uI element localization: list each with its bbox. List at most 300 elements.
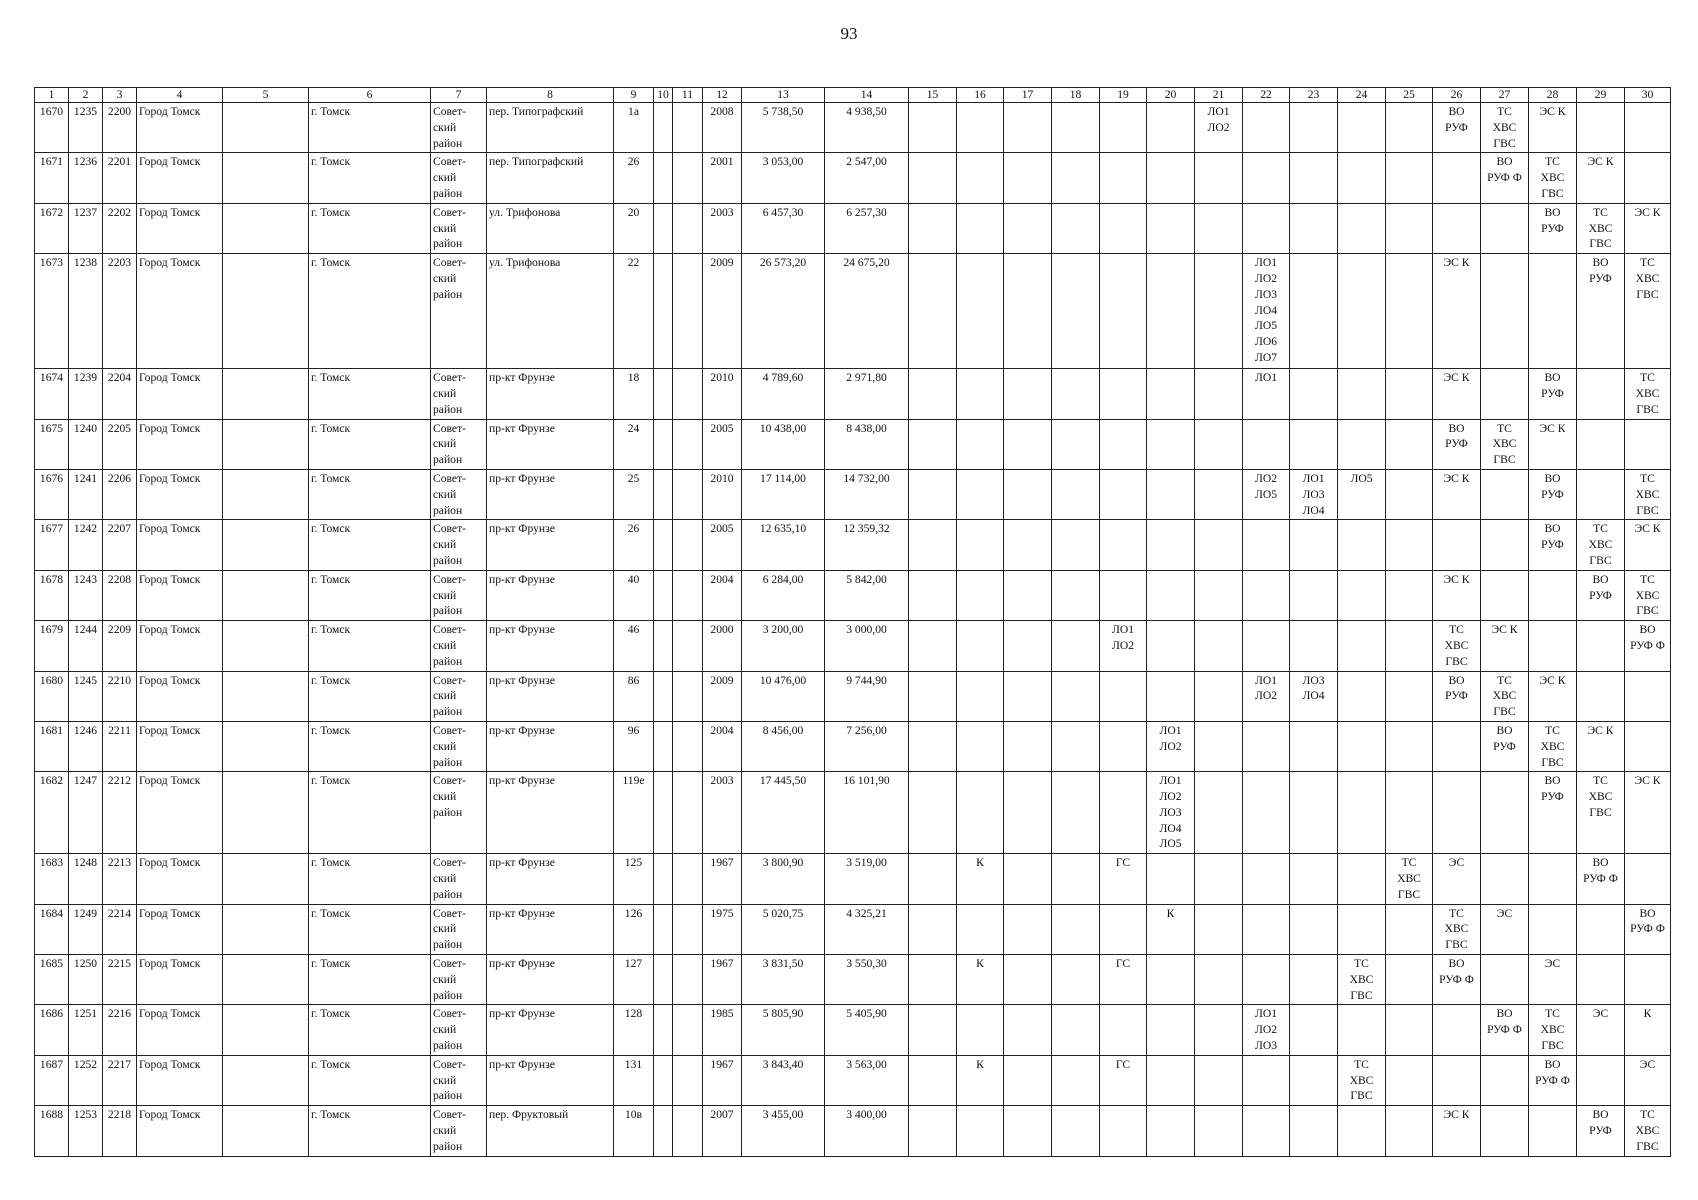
cell-col-13: 17 445,50 xyxy=(742,772,825,854)
cell-col-26: ТС ХВС ГВС xyxy=(1433,904,1481,954)
cell-col-21 xyxy=(1195,254,1243,369)
cell-col-20: ЛО1 ЛО2 xyxy=(1147,721,1195,771)
cell-col-8: пер. Типографский xyxy=(487,153,614,203)
column-header-4: 4 xyxy=(137,88,223,103)
cell-col-30: ТС ХВС ГВС xyxy=(1625,469,1671,519)
cell-col-29 xyxy=(1577,904,1625,954)
cell-col-16 xyxy=(957,671,1004,721)
cell-col-25 xyxy=(1386,419,1433,469)
cell-col-28: ТС ХВС ГВС xyxy=(1529,153,1577,203)
cell-col-30 xyxy=(1625,854,1671,904)
cell-col-7: Совет- ский район xyxy=(431,621,487,671)
cell-col-24 xyxy=(1338,203,1386,253)
cell-col-18 xyxy=(1052,469,1100,519)
cell-col-26: ЭС К xyxy=(1433,570,1481,620)
cell-col-1: 1688 xyxy=(35,1106,69,1156)
cell-col-24 xyxy=(1338,419,1386,469)
cell-col-11 xyxy=(673,621,703,671)
table-row xyxy=(35,955,1671,1005)
cell-col-14: 4 938,50 xyxy=(825,103,909,153)
cell-col-15 xyxy=(909,1005,957,1055)
cell-col-11 xyxy=(673,103,703,153)
cell-col-19 xyxy=(1100,1106,1147,1156)
page-number: 93 xyxy=(840,24,858,43)
cell-col-14: 2 971,80 xyxy=(825,369,909,419)
table-row xyxy=(35,1055,1671,1105)
cell-col-29 xyxy=(1577,419,1625,469)
cell-col-2: 1240 xyxy=(69,419,103,469)
cell-col-30 xyxy=(1625,671,1671,721)
cell-col-26 xyxy=(1433,520,1481,570)
cell-col-10 xyxy=(654,772,673,854)
cell-col-7: Совет- ский район xyxy=(431,153,487,203)
cell-col-27 xyxy=(1481,254,1529,369)
cell-col-3: 2201 xyxy=(103,153,137,203)
housing-registry-table xyxy=(34,87,1671,1157)
column-header-15: 15 xyxy=(909,88,957,103)
cell-col-23 xyxy=(1290,955,1338,1005)
cell-col-18 xyxy=(1052,203,1100,253)
cell-col-5 xyxy=(223,369,309,419)
cell-col-3: 2203 xyxy=(103,254,137,369)
cell-col-28: ВО РУФ xyxy=(1529,469,1577,519)
cell-col-11 xyxy=(673,203,703,253)
cell-col-28 xyxy=(1529,1106,1577,1156)
cell-col-30: ВО РУФ Ф xyxy=(1625,621,1671,671)
cell-col-10 xyxy=(654,721,673,771)
cell-col-21 xyxy=(1195,520,1243,570)
cell-col-5 xyxy=(223,955,309,1005)
cell-col-1: 1672 xyxy=(35,203,69,253)
cell-col-9: 96 xyxy=(614,721,654,771)
cell-col-29: ВО РУФ xyxy=(1577,254,1625,369)
cell-col-27 xyxy=(1481,772,1529,854)
cell-col-11 xyxy=(673,520,703,570)
cell-col-1: 1680 xyxy=(35,671,69,721)
cell-col-25 xyxy=(1386,520,1433,570)
column-header-18: 18 xyxy=(1052,88,1100,103)
cell-col-20 xyxy=(1147,103,1195,153)
cell-col-26: ЭС К xyxy=(1433,369,1481,419)
cell-col-27 xyxy=(1481,570,1529,620)
cell-col-29 xyxy=(1577,469,1625,519)
cell-col-8: пр-кт Фрунзе xyxy=(487,671,614,721)
column-header-24: 24 xyxy=(1338,88,1386,103)
cell-col-18 xyxy=(1052,153,1100,203)
cell-col-13: 3 800,90 xyxy=(742,854,825,904)
cell-col-24 xyxy=(1338,621,1386,671)
cell-col-25 xyxy=(1386,254,1433,369)
cell-col-15 xyxy=(909,854,957,904)
cell-col-4: Город Томск xyxy=(137,671,223,721)
cell-col-29 xyxy=(1577,103,1625,153)
cell-col-28 xyxy=(1529,854,1577,904)
cell-col-19 xyxy=(1100,671,1147,721)
cell-col-5 xyxy=(223,721,309,771)
cell-col-7: Совет- ский район xyxy=(431,570,487,620)
column-header-16: 16 xyxy=(957,88,1004,103)
cell-col-23 xyxy=(1290,772,1338,854)
cell-col-20 xyxy=(1147,153,1195,203)
cell-col-12: 2004 xyxy=(703,570,742,620)
cell-col-4: Город Томск xyxy=(137,520,223,570)
cell-col-20 xyxy=(1147,1055,1195,1105)
cell-col-24 xyxy=(1338,772,1386,854)
cell-col-19 xyxy=(1100,254,1147,369)
cell-col-20: ЛО1 ЛО2 ЛО3 ЛО4 ЛО5 xyxy=(1147,772,1195,854)
cell-col-26 xyxy=(1433,203,1481,253)
cell-col-8: пр-кт Фрунзе xyxy=(487,469,614,519)
column-number-row xyxy=(35,88,1671,103)
cell-col-25 xyxy=(1386,955,1433,1005)
cell-col-16 xyxy=(957,621,1004,671)
cell-col-9: 40 xyxy=(614,570,654,620)
cell-col-10 xyxy=(654,103,673,153)
cell-col-23 xyxy=(1290,520,1338,570)
cell-col-7: Совет- ский район xyxy=(431,254,487,369)
cell-col-23 xyxy=(1290,570,1338,620)
cell-col-16 xyxy=(957,1005,1004,1055)
cell-col-13: 8 456,00 xyxy=(742,721,825,771)
cell-col-11 xyxy=(673,369,703,419)
cell-col-4: Город Томск xyxy=(137,955,223,1005)
cell-col-6: г. Томск xyxy=(309,419,431,469)
cell-col-3: 2217 xyxy=(103,1055,137,1105)
cell-col-20 xyxy=(1147,621,1195,671)
cell-col-21 xyxy=(1195,904,1243,954)
table-row xyxy=(35,203,1671,253)
column-header-2: 2 xyxy=(69,88,103,103)
column-header-20: 20 xyxy=(1147,88,1195,103)
cell-col-5 xyxy=(223,419,309,469)
cell-col-27: ЭС К xyxy=(1481,621,1529,671)
table-row xyxy=(35,1106,1671,1156)
cell-col-8: пр-кт Фрунзе xyxy=(487,369,614,419)
cell-col-21 xyxy=(1195,721,1243,771)
cell-col-8: ул. Трифонова xyxy=(487,254,614,369)
cell-col-1: 1675 xyxy=(35,419,69,469)
cell-col-5 xyxy=(223,1055,309,1105)
cell-col-19 xyxy=(1100,904,1147,954)
table-row xyxy=(35,153,1671,203)
cell-col-26: ЭС К xyxy=(1433,1106,1481,1156)
cell-col-8: ул. Трифонова xyxy=(487,203,614,253)
cell-col-19 xyxy=(1100,369,1147,419)
cell-col-8: пр-кт Фрунзе xyxy=(487,772,614,854)
cell-col-22 xyxy=(1243,203,1290,253)
cell-col-17 xyxy=(1004,854,1052,904)
cell-col-7: Совет- ский район xyxy=(431,1106,487,1156)
cell-col-7: Совет- ский район xyxy=(431,904,487,954)
cell-col-28: ВО РУФ xyxy=(1529,520,1577,570)
cell-col-19 xyxy=(1100,203,1147,253)
cell-col-10 xyxy=(654,955,673,1005)
cell-col-19 xyxy=(1100,103,1147,153)
cell-col-12: 2009 xyxy=(703,671,742,721)
cell-col-6: г. Томск xyxy=(309,1005,431,1055)
cell-col-25 xyxy=(1386,772,1433,854)
cell-col-14: 7 256,00 xyxy=(825,721,909,771)
cell-col-3: 2206 xyxy=(103,469,137,519)
cell-col-24 xyxy=(1338,570,1386,620)
cell-col-29: ТС ХВС ГВС xyxy=(1577,520,1625,570)
cell-col-7: Совет- ский район xyxy=(431,419,487,469)
cell-col-14: 12 359,32 xyxy=(825,520,909,570)
table-row xyxy=(35,369,1671,419)
cell-col-26 xyxy=(1433,772,1481,854)
cell-col-29: ВО РУФ Ф xyxy=(1577,854,1625,904)
cell-col-12: 2009 xyxy=(703,254,742,369)
cell-col-29: ТС ХВС ГВС xyxy=(1577,772,1625,854)
cell-col-12: 2003 xyxy=(703,772,742,854)
cell-col-23: ЛО1 ЛО3 ЛО4 xyxy=(1290,469,1338,519)
cell-col-27: ЭС xyxy=(1481,904,1529,954)
cell-col-25 xyxy=(1386,570,1433,620)
cell-col-6: г. Томск xyxy=(309,469,431,519)
cell-col-13: 3 455,00 xyxy=(742,1106,825,1156)
cell-col-27 xyxy=(1481,1055,1529,1105)
cell-col-13: 3 843,40 xyxy=(742,1055,825,1105)
cell-col-3: 2213 xyxy=(103,854,137,904)
cell-col-17 xyxy=(1004,1106,1052,1156)
cell-col-23 xyxy=(1290,904,1338,954)
table-row xyxy=(35,520,1671,570)
column-header-27: 27 xyxy=(1481,88,1529,103)
cell-col-20 xyxy=(1147,1106,1195,1156)
cell-col-27 xyxy=(1481,203,1529,253)
cell-col-20 xyxy=(1147,1005,1195,1055)
cell-col-27 xyxy=(1481,369,1529,419)
cell-col-7: Совет- ский район xyxy=(431,103,487,153)
cell-col-9: 24 xyxy=(614,419,654,469)
cell-col-19 xyxy=(1100,772,1147,854)
cell-col-21 xyxy=(1195,419,1243,469)
cell-col-8: пр-кт Фрунзе xyxy=(487,1005,614,1055)
cell-col-2: 1245 xyxy=(69,671,103,721)
table-row xyxy=(35,1005,1671,1055)
cell-col-14: 4 325,21 xyxy=(825,904,909,954)
cell-col-18 xyxy=(1052,1005,1100,1055)
cell-col-25 xyxy=(1386,203,1433,253)
cell-col-1: 1676 xyxy=(35,469,69,519)
cell-col-14: 14 732,00 xyxy=(825,469,909,519)
cell-col-17 xyxy=(1004,721,1052,771)
cell-col-27 xyxy=(1481,1106,1529,1156)
cell-col-19 xyxy=(1100,570,1147,620)
table-row xyxy=(35,904,1671,954)
cell-col-1: 1687 xyxy=(35,1055,69,1105)
cell-col-18 xyxy=(1052,904,1100,954)
cell-col-2: 1235 xyxy=(69,103,103,153)
cell-col-23 xyxy=(1290,203,1338,253)
cell-col-2: 1249 xyxy=(69,904,103,954)
cell-col-1: 1670 xyxy=(35,103,69,153)
cell-col-12: 1967 xyxy=(703,854,742,904)
cell-col-9: 128 xyxy=(614,1005,654,1055)
cell-col-14: 8 438,00 xyxy=(825,419,909,469)
cell-col-13: 5 805,90 xyxy=(742,1005,825,1055)
cell-col-29 xyxy=(1577,369,1625,419)
cell-col-17 xyxy=(1004,419,1052,469)
cell-col-4: Город Томск xyxy=(137,570,223,620)
cell-col-28: ЭС К xyxy=(1529,103,1577,153)
cell-col-22 xyxy=(1243,904,1290,954)
cell-col-26: ВО РУФ xyxy=(1433,103,1481,153)
cell-col-18 xyxy=(1052,1055,1100,1105)
cell-col-12: 2004 xyxy=(703,721,742,771)
cell-col-16 xyxy=(957,772,1004,854)
cell-col-22 xyxy=(1243,772,1290,854)
cell-col-4: Город Томск xyxy=(137,469,223,519)
cell-col-8: пер. Типографский xyxy=(487,103,614,153)
cell-col-17 xyxy=(1004,671,1052,721)
cell-col-22: ЛО1 xyxy=(1243,369,1290,419)
cell-col-8: пр-кт Фрунзе xyxy=(487,570,614,620)
cell-col-16 xyxy=(957,254,1004,369)
cell-col-20 xyxy=(1147,419,1195,469)
cell-col-5 xyxy=(223,621,309,671)
cell-col-18 xyxy=(1052,772,1100,854)
cell-col-21: ЛО1 ЛО2 xyxy=(1195,103,1243,153)
cell-col-9: 26 xyxy=(614,520,654,570)
cell-col-25 xyxy=(1386,469,1433,519)
cell-col-3: 2212 xyxy=(103,772,137,854)
cell-col-1: 1671 xyxy=(35,153,69,203)
column-header-3: 3 xyxy=(103,88,137,103)
cell-col-20: К xyxy=(1147,904,1195,954)
cell-col-11 xyxy=(673,254,703,369)
cell-col-2: 1248 xyxy=(69,854,103,904)
cell-col-2: 1242 xyxy=(69,520,103,570)
cell-col-4: Город Томск xyxy=(137,1106,223,1156)
cell-col-23 xyxy=(1290,153,1338,203)
cell-col-28: ВО РУФ xyxy=(1529,369,1577,419)
cell-col-16 xyxy=(957,904,1004,954)
cell-col-6: г. Томск xyxy=(309,904,431,954)
cell-col-14: 3 563,00 xyxy=(825,1055,909,1105)
cell-col-1: 1685 xyxy=(35,955,69,1005)
cell-col-11 xyxy=(673,469,703,519)
cell-col-3: 2214 xyxy=(103,904,137,954)
cell-col-6: г. Томск xyxy=(309,772,431,854)
cell-col-22 xyxy=(1243,1106,1290,1156)
cell-col-16 xyxy=(957,419,1004,469)
cell-col-21 xyxy=(1195,203,1243,253)
cell-col-23 xyxy=(1290,1055,1338,1105)
cell-col-23 xyxy=(1290,369,1338,419)
column-header-11: 11 xyxy=(673,88,703,103)
cell-col-29 xyxy=(1577,1055,1625,1105)
cell-col-10 xyxy=(654,570,673,620)
cell-col-25 xyxy=(1386,904,1433,954)
cell-col-14: 9 744,90 xyxy=(825,671,909,721)
cell-col-15 xyxy=(909,772,957,854)
cell-col-16 xyxy=(957,153,1004,203)
cell-col-26 xyxy=(1433,1055,1481,1105)
column-header-8: 8 xyxy=(487,88,614,103)
cell-col-3: 2218 xyxy=(103,1106,137,1156)
cell-col-30: ТС ХВС ГВС xyxy=(1625,1106,1671,1156)
cell-col-13: 5 738,50 xyxy=(742,103,825,153)
cell-col-24 xyxy=(1338,1106,1386,1156)
cell-col-21 xyxy=(1195,369,1243,419)
column-header-6: 6 xyxy=(309,88,431,103)
cell-col-6: г. Томск xyxy=(309,721,431,771)
cell-col-21 xyxy=(1195,1005,1243,1055)
cell-col-30 xyxy=(1625,419,1671,469)
cell-col-8: пр-кт Фрунзе xyxy=(487,621,614,671)
cell-col-7: Совет- ский район xyxy=(431,203,487,253)
cell-col-17 xyxy=(1004,772,1052,854)
cell-col-20 xyxy=(1147,570,1195,620)
cell-col-7: Совет- ский район xyxy=(431,369,487,419)
cell-col-25: ТС ХВС ГВС xyxy=(1386,854,1433,904)
cell-col-9: 25 xyxy=(614,469,654,519)
cell-col-19 xyxy=(1100,1005,1147,1055)
cell-col-17 xyxy=(1004,904,1052,954)
cell-col-15 xyxy=(909,721,957,771)
cell-col-14: 2 547,00 xyxy=(825,153,909,203)
cell-col-30: ВО РУФ Ф xyxy=(1625,904,1671,954)
cell-col-17 xyxy=(1004,955,1052,1005)
cell-col-26 xyxy=(1433,1005,1481,1055)
cell-col-2: 1243 xyxy=(69,570,103,620)
cell-col-15 xyxy=(909,621,957,671)
cell-col-20 xyxy=(1147,469,1195,519)
cell-col-7: Совет- ский район xyxy=(431,520,487,570)
cell-col-28: ЭС К xyxy=(1529,671,1577,721)
cell-col-3: 2207 xyxy=(103,520,137,570)
table-row xyxy=(35,469,1671,519)
cell-col-28 xyxy=(1529,570,1577,620)
cell-col-1: 1681 xyxy=(35,721,69,771)
cell-col-13: 10 476,00 xyxy=(742,671,825,721)
cell-col-8: пр-кт Фрунзе xyxy=(487,1055,614,1105)
cell-col-5 xyxy=(223,772,309,854)
cell-col-2: 1253 xyxy=(69,1106,103,1156)
cell-col-30: ЭС xyxy=(1625,1055,1671,1105)
cell-col-3: 2208 xyxy=(103,570,137,620)
cell-col-18 xyxy=(1052,369,1100,419)
cell-col-27: ВО РУФ Ф xyxy=(1481,153,1529,203)
cell-col-20 xyxy=(1147,369,1195,419)
cell-col-18 xyxy=(1052,671,1100,721)
cell-col-28: ВО РУФ Ф xyxy=(1529,1055,1577,1105)
table-row xyxy=(35,103,1671,153)
cell-col-1: 1684 xyxy=(35,904,69,954)
table-row xyxy=(35,772,1671,854)
cell-col-17 xyxy=(1004,254,1052,369)
cell-col-26: ВО РУФ xyxy=(1433,671,1481,721)
cell-col-7: Совет- ский район xyxy=(431,721,487,771)
cell-col-20 xyxy=(1147,520,1195,570)
table-row xyxy=(35,254,1671,369)
cell-col-18 xyxy=(1052,419,1100,469)
cell-col-5 xyxy=(223,469,309,519)
cell-col-22 xyxy=(1243,621,1290,671)
cell-col-5 xyxy=(223,904,309,954)
cell-col-24 xyxy=(1338,520,1386,570)
cell-col-9: 1а xyxy=(614,103,654,153)
cell-col-2: 1239 xyxy=(69,369,103,419)
cell-col-18 xyxy=(1052,1106,1100,1156)
column-header-25: 25 xyxy=(1386,88,1433,103)
cell-col-28 xyxy=(1529,904,1577,954)
cell-col-26 xyxy=(1433,721,1481,771)
cell-col-4: Город Томск xyxy=(137,621,223,671)
cell-col-6: г. Томск xyxy=(309,955,431,1005)
cell-col-9: 46 xyxy=(614,621,654,671)
